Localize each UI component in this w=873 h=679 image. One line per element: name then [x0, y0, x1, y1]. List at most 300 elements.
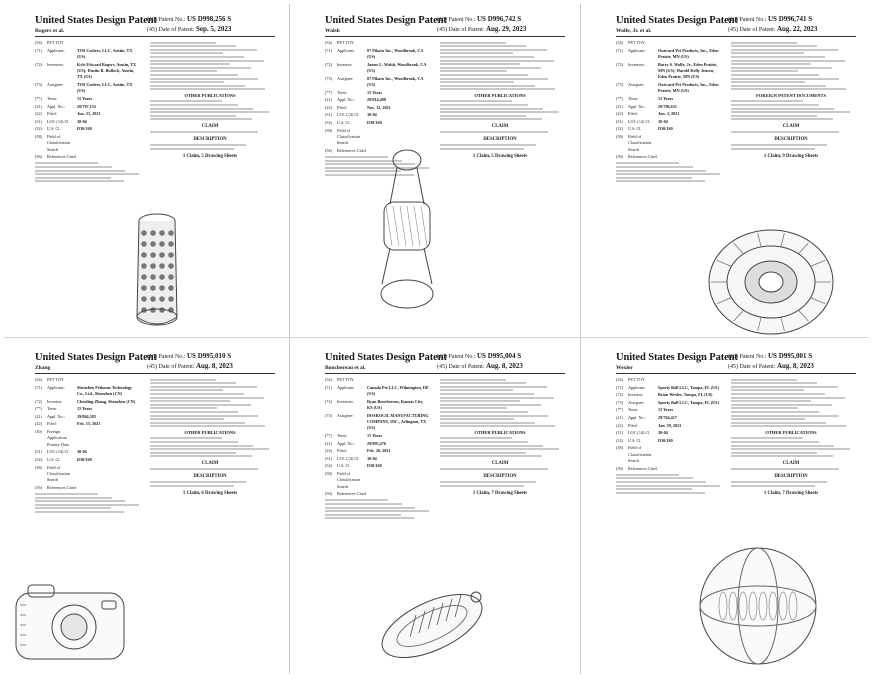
patent-page — [583, 341, 868, 673]
patent-date: Aug. 8, 2023 — [776, 362, 814, 370]
field-value: 15 Years — [367, 433, 383, 438]
patent-field — [616, 119, 721, 125]
text-line — [731, 468, 839, 470]
patent-field — [325, 456, 430, 462]
text-line — [731, 448, 850, 450]
field-value: TOS Coolers, LLC, Austin, TX (US) — [77, 82, 133, 94]
patent-field — [616, 48, 721, 61]
field-label: Filed: — [47, 421, 57, 427]
field-label: PET TOY — [337, 377, 354, 382]
patent-field — [35, 126, 140, 132]
text-line — [150, 379, 216, 381]
field-label: Term: — [628, 407, 638, 413]
text-line — [440, 407, 507, 409]
patent-meta — [147, 15, 231, 35]
patent-field — [616, 430, 721, 436]
text-line — [440, 81, 514, 83]
patent-meta — [728, 352, 814, 372]
text-line — [150, 445, 253, 447]
drawing-sheets-count: 1 Claim, 9 Drawing Sheets — [763, 153, 819, 159]
text-line — [35, 180, 124, 182]
text-line — [731, 115, 817, 117]
inventor-name: Wexler — [616, 365, 633, 371]
text-line — [616, 166, 693, 168]
text-line — [150, 411, 238, 413]
field-label: LOC (14) Cl. — [628, 430, 651, 436]
field-value — [367, 471, 430, 490]
text-line — [731, 441, 819, 443]
claim-heading: CLAIM — [782, 124, 800, 130]
field-number: (**) — [616, 407, 623, 413]
patent-field — [616, 134, 721, 153]
field-value — [658, 377, 721, 383]
field-number: (30) — [35, 428, 42, 434]
drawing-cylindrical-toy — [117, 209, 197, 336]
patent-field — [35, 377, 140, 383]
drawing-rope-tug-toy — [362, 144, 452, 314]
field-label: PET TOY — [628, 377, 645, 382]
field-number: (72) — [325, 61, 332, 67]
text-line — [731, 118, 833, 120]
claim-heading: CLAIM — [782, 461, 800, 467]
text-line — [440, 118, 542, 120]
field-label: Assignee: — [337, 412, 354, 418]
field-number: (22) — [616, 111, 623, 117]
patent-number: US D995,004 S — [477, 352, 522, 360]
field-label: References Cited — [337, 491, 366, 497]
patent-field — [35, 414, 140, 420]
patent-number-label: (10) Patent No.: — [147, 354, 186, 360]
patent-date: Sep. 5, 2023 — [195, 25, 232, 33]
field-label: Filed: — [337, 104, 347, 110]
text-line — [150, 60, 264, 62]
header-rule — [325, 373, 565, 374]
text-line — [440, 104, 528, 106]
field-value: D30/160 — [77, 126, 92, 132]
claim-heading: CLAIM — [491, 124, 509, 130]
field-label: Appl. No.: — [337, 440, 355, 446]
field-label: U.S. Cl. — [337, 119, 351, 125]
patent-field — [616, 466, 721, 472]
field-value: Barry S. Wolfe, Jr., Eden Prairie, MN (US); Harold Kelly Jensen, Eden Prairie, MN (US) — [658, 61, 718, 80]
field-number: (51) — [325, 112, 332, 118]
text-line — [731, 481, 827, 483]
text-line — [150, 56, 244, 58]
field-label: LOC (14) Cl. — [47, 449, 70, 455]
field-value: Chenling Zhang, Shenzhen (CN) — [77, 398, 136, 404]
field-number: (52) — [325, 463, 332, 469]
patent-field — [35, 465, 140, 484]
field-value: 87 Pikaro Inc., Woodbrook, CA (US) — [367, 75, 424, 87]
field-label: Applicant: — [337, 47, 355, 53]
right-column — [150, 377, 270, 498]
patent-field — [616, 423, 721, 429]
field-value: Feb. 15, 2023 — [77, 421, 101, 427]
text-line — [731, 104, 819, 106]
field-label: Appl. No.: — [337, 97, 355, 103]
field-number: (56) — [35, 484, 42, 490]
text-line — [440, 42, 506, 44]
field-number: (72) — [35, 61, 42, 67]
field-value: 29/764,417 — [658, 414, 677, 420]
patent-field — [616, 385, 721, 391]
field-number: (73) — [616, 82, 623, 87]
patent-date: Aug. 22, 2023 — [776, 25, 818, 33]
publications-heading: OTHER PUBLICATIONS — [184, 93, 236, 99]
text-line — [440, 468, 548, 470]
field-value: James L. Walsh, Woodbrook, CA (US) — [367, 61, 427, 73]
patent-heading: United States Design Patent — [325, 15, 447, 26]
text-line — [440, 393, 534, 395]
patent-field — [325, 413, 430, 432]
field-value: Kyle Edward Rogers, Austin, TX (US); Dustin R. Bullock, Austin, TX (US) — [77, 61, 137, 80]
field-value: Jun. 23, 2021 — [77, 111, 101, 117]
field-value: Ryan Bouchereau, Kansas City, KS (US) — [367, 398, 424, 410]
patent-field — [616, 62, 721, 81]
text-line — [150, 382, 236, 384]
field-value — [367, 40, 430, 46]
text-line — [150, 455, 252, 457]
field-label: Inventor: — [47, 398, 63, 404]
text-line — [150, 118, 252, 120]
field-value: 29/786,631 — [658, 103, 677, 109]
bibliographic-fields — [325, 377, 430, 521]
publications-heading: OTHER PUBLICATIONS — [474, 93, 526, 99]
text-line — [150, 108, 253, 110]
text-line — [150, 389, 223, 391]
field-value — [77, 377, 140, 383]
text-line — [731, 108, 834, 110]
field-value: D30/160 — [658, 437, 673, 443]
patent-number: US D996,741 S — [768, 15, 813, 23]
description-heading: DESCRIPTION — [774, 474, 808, 480]
text-line — [150, 85, 245, 87]
field-value: 30-04 — [367, 112, 377, 118]
field-number: (71) — [35, 384, 42, 390]
field-value: 29/864,383 — [77, 413, 96, 419]
text-line — [731, 78, 839, 80]
patent-field — [616, 40, 721, 46]
text-line — [731, 400, 811, 402]
field-number: (58) — [35, 133, 42, 139]
field-label: Assignee: — [628, 82, 645, 87]
patent-page — [292, 341, 577, 673]
field-number: (**) — [35, 406, 42, 412]
text-line — [440, 45, 526, 47]
patent-number-label: (10) Patent No.: — [437, 354, 476, 360]
field-value: Brian Wexler, Tampa, FL (US) — [658, 392, 713, 398]
right-column — [731, 377, 851, 498]
text-line — [440, 445, 543, 447]
patent-drawing — [117, 209, 197, 336]
patent-heading: United States Design Patent — [35, 15, 157, 26]
field-value — [658, 40, 721, 46]
field-label: PET TOY — [628, 40, 645, 45]
text-line — [731, 67, 832, 69]
text-line — [440, 452, 526, 454]
text-line — [150, 386, 257, 388]
field-number: (56) — [325, 491, 332, 497]
right-column — [440, 40, 560, 161]
text-line — [440, 382, 526, 384]
text-line — [731, 63, 811, 65]
description-heading: DESCRIPTION — [193, 474, 227, 480]
field-label: Filed: — [47, 111, 57, 117]
field-number: (56) — [325, 147, 332, 153]
field-label: Term: — [47, 406, 57, 412]
text-line — [731, 407, 798, 409]
patent-field — [35, 111, 140, 117]
patent-field — [35, 134, 140, 153]
patent-field — [616, 111, 721, 117]
text-line — [150, 74, 238, 76]
patent-number-label: (10) Patent No.: — [147, 17, 186, 23]
header-rule — [616, 36, 856, 37]
field-label: Term: — [337, 89, 347, 95]
field-number: (58) — [325, 127, 332, 133]
field-label: Filed: — [628, 422, 638, 428]
field-label: LOC (14) Cl. — [628, 118, 651, 124]
patent-field — [325, 97, 430, 103]
field-number: (51) — [35, 118, 42, 124]
field-label: Assignee: — [47, 82, 64, 87]
publications-heading: OTHER PUBLICATIONS — [474, 430, 526, 436]
text-line — [731, 88, 846, 90]
field-value — [367, 491, 430, 497]
field-value: Sporty Ball LLC, Tampa, FL (US) — [658, 399, 719, 405]
patent-field — [616, 82, 721, 95]
text-line — [150, 78, 258, 80]
text-line — [440, 131, 548, 133]
field-number: (54) — [325, 377, 332, 382]
text-line — [150, 437, 222, 439]
field-value: 30-04 — [77, 449, 87, 455]
row-divider — [4, 337, 869, 338]
text-line — [325, 499, 388, 501]
text-line — [440, 481, 536, 483]
text-line — [616, 162, 679, 164]
patent-number-label: (10) Patent No.: — [437, 17, 476, 23]
patent-field — [35, 119, 140, 125]
text-line — [731, 144, 827, 146]
patent-date-label: (45) Date of Patent: — [147, 27, 195, 33]
field-label: Applicant: — [628, 47, 646, 53]
field-number: (52) — [616, 126, 623, 132]
field-label: U.S. Cl. — [47, 126, 61, 132]
patent-field — [35, 82, 140, 95]
text-line — [731, 452, 817, 454]
right-column — [731, 40, 851, 161]
text-line — [150, 100, 222, 102]
field-value — [77, 485, 140, 491]
text-line — [440, 108, 543, 110]
patent-field — [616, 415, 721, 421]
field-number: (21) — [35, 103, 42, 109]
field-number: (58) — [616, 133, 623, 139]
field-value: 30-04 — [658, 118, 668, 124]
text-line — [35, 162, 98, 164]
field-label: PET TOY — [47, 377, 64, 382]
field-label: References Cited — [337, 147, 366, 153]
text-line — [150, 49, 257, 51]
text-line — [731, 455, 833, 457]
field-number: (21) — [35, 413, 42, 419]
text-line — [150, 131, 258, 133]
field-value: D30/160 — [367, 463, 382, 469]
text-line — [731, 81, 805, 83]
field-number: (52) — [325, 119, 332, 125]
patent-field — [616, 154, 721, 160]
text-line — [731, 386, 838, 388]
patent-number: US D995,010 S — [187, 352, 232, 360]
drawing-disc-wheel-toy — [701, 222, 841, 336]
patent-field — [325, 62, 430, 75]
patent-field — [616, 104, 721, 110]
patent-page — [2, 341, 287, 673]
inventor-name: Zhang — [35, 365, 51, 371]
publications-heading: OTHER PUBLICATIONS — [765, 430, 817, 436]
field-label: Applicant: — [628, 384, 646, 390]
text-line — [440, 437, 512, 439]
text-line — [440, 422, 535, 424]
field-label: Term: — [337, 433, 347, 438]
patent-field — [35, 399, 140, 405]
text-line — [325, 517, 414, 519]
field-label: U.S. Cl. — [628, 437, 642, 443]
field-number: (22) — [35, 421, 42, 427]
patent-meta — [728, 15, 817, 35]
text-line — [731, 49, 838, 51]
patent-date-label: (45) Date of Patent: — [147, 364, 195, 370]
field-label: U.S. Cl. — [628, 126, 642, 132]
text-line — [731, 418, 805, 420]
field-number: (54) — [616, 40, 623, 45]
field-value — [77, 40, 140, 46]
text-line — [440, 100, 512, 102]
patent-field — [325, 441, 430, 447]
field-number: (73) — [35, 82, 42, 87]
patent-drawing — [693, 541, 823, 673]
patent-number: US D996,742 S — [477, 15, 522, 23]
field-value: 15 Years — [367, 89, 383, 95]
column-divider — [580, 4, 581, 674]
text-line — [440, 389, 513, 391]
text-line — [440, 485, 524, 487]
text-line — [731, 74, 819, 76]
text-line — [150, 81, 224, 83]
text-line — [150, 45, 236, 47]
text-line — [150, 63, 230, 65]
field-value — [367, 377, 430, 383]
inventor-name: Bouchereau et al. — [325, 365, 366, 371]
patent-field — [616, 96, 721, 102]
bibliographic-fields — [616, 377, 721, 495]
field-value: TOS Coolers, LLC, Austin, TX (US) — [77, 47, 133, 59]
text-line — [440, 85, 535, 87]
text-line — [150, 481, 246, 483]
patent-field — [616, 377, 721, 383]
field-number: (58) — [325, 470, 332, 476]
text-line — [731, 485, 815, 487]
claim-heading: CLAIM — [201, 461, 219, 467]
text-line — [731, 42, 797, 44]
header-rule — [35, 36, 275, 37]
patent-field — [35, 421, 140, 427]
text-line — [150, 397, 264, 399]
inventor-name: Wolfe, Jr. et al. — [616, 28, 652, 34]
field-value: 29/805,476 — [367, 440, 386, 446]
field-number: (56) — [35, 154, 42, 160]
field-value: Canada Pet LLC, Wilmington, DE (US) — [367, 384, 429, 396]
field-label: Inventor: — [628, 392, 644, 398]
patent-field — [35, 406, 140, 412]
patent-field — [325, 399, 430, 412]
patent-field — [35, 104, 140, 110]
patent-field — [35, 40, 140, 46]
field-label: LOC (14) Cl. — [337, 112, 360, 118]
drawing-sheets-count: 1 Claim, 5 Drawing Sheets — [472, 153, 528, 159]
text-line — [440, 148, 524, 150]
text-line — [731, 397, 845, 399]
description-heading: DESCRIPTION — [193, 137, 227, 143]
publications-heading: OTHER PUBLICATIONS — [184, 430, 236, 436]
field-number: (22) — [325, 104, 332, 110]
patent-field — [616, 400, 721, 406]
header-rule — [325, 36, 565, 37]
text-line — [150, 104, 238, 106]
inventor-name: Rogers et al. — [35, 28, 65, 34]
field-number: (72) — [325, 398, 332, 404]
patent-field — [616, 407, 721, 413]
field-label: Filed: — [337, 448, 347, 454]
patent-meta — [437, 352, 523, 372]
text-line — [440, 397, 554, 399]
text-line — [440, 386, 547, 388]
field-label: Applicant: — [47, 384, 65, 390]
field-value: Jun. 3, 2021 — [658, 111, 680, 117]
text-line — [440, 56, 534, 58]
drawing-football-toy — [372, 581, 492, 671]
field-value: Jan. 29, 2021 — [658, 422, 682, 428]
field-number: (22) — [616, 422, 623, 428]
text-line — [440, 67, 541, 69]
text-line — [440, 400, 520, 402]
field-value — [77, 154, 140, 160]
field-value: 29/797,152 — [77, 103, 96, 109]
field-number: (**) — [325, 433, 332, 438]
text-line — [35, 511, 124, 513]
field-number: (51) — [35, 449, 42, 455]
text-line — [150, 52, 223, 54]
patent-field — [616, 392, 721, 398]
patent-heading: United States Design Patent — [616, 352, 738, 363]
patent-field — [325, 90, 430, 96]
field-label: U.S. Cl. — [47, 456, 61, 462]
field-number: (73) — [325, 75, 332, 81]
field-value: Sporty Ball LLC, Tampa, FL (US) — [658, 384, 719, 390]
text-line — [440, 74, 528, 76]
bibliographic-fields — [616, 40, 721, 184]
field-value: D30/160 — [77, 456, 92, 462]
field-number: (54) — [616, 377, 623, 382]
field-label: Foreign Application Priority Data — [47, 428, 69, 447]
field-label: References Cited — [628, 154, 657, 160]
text-line — [35, 173, 139, 175]
field-label: Field of Classification Search — [628, 445, 652, 464]
patent-field — [325, 120, 430, 126]
field-label: References Cited — [47, 154, 76, 160]
patent-field — [616, 445, 721, 464]
